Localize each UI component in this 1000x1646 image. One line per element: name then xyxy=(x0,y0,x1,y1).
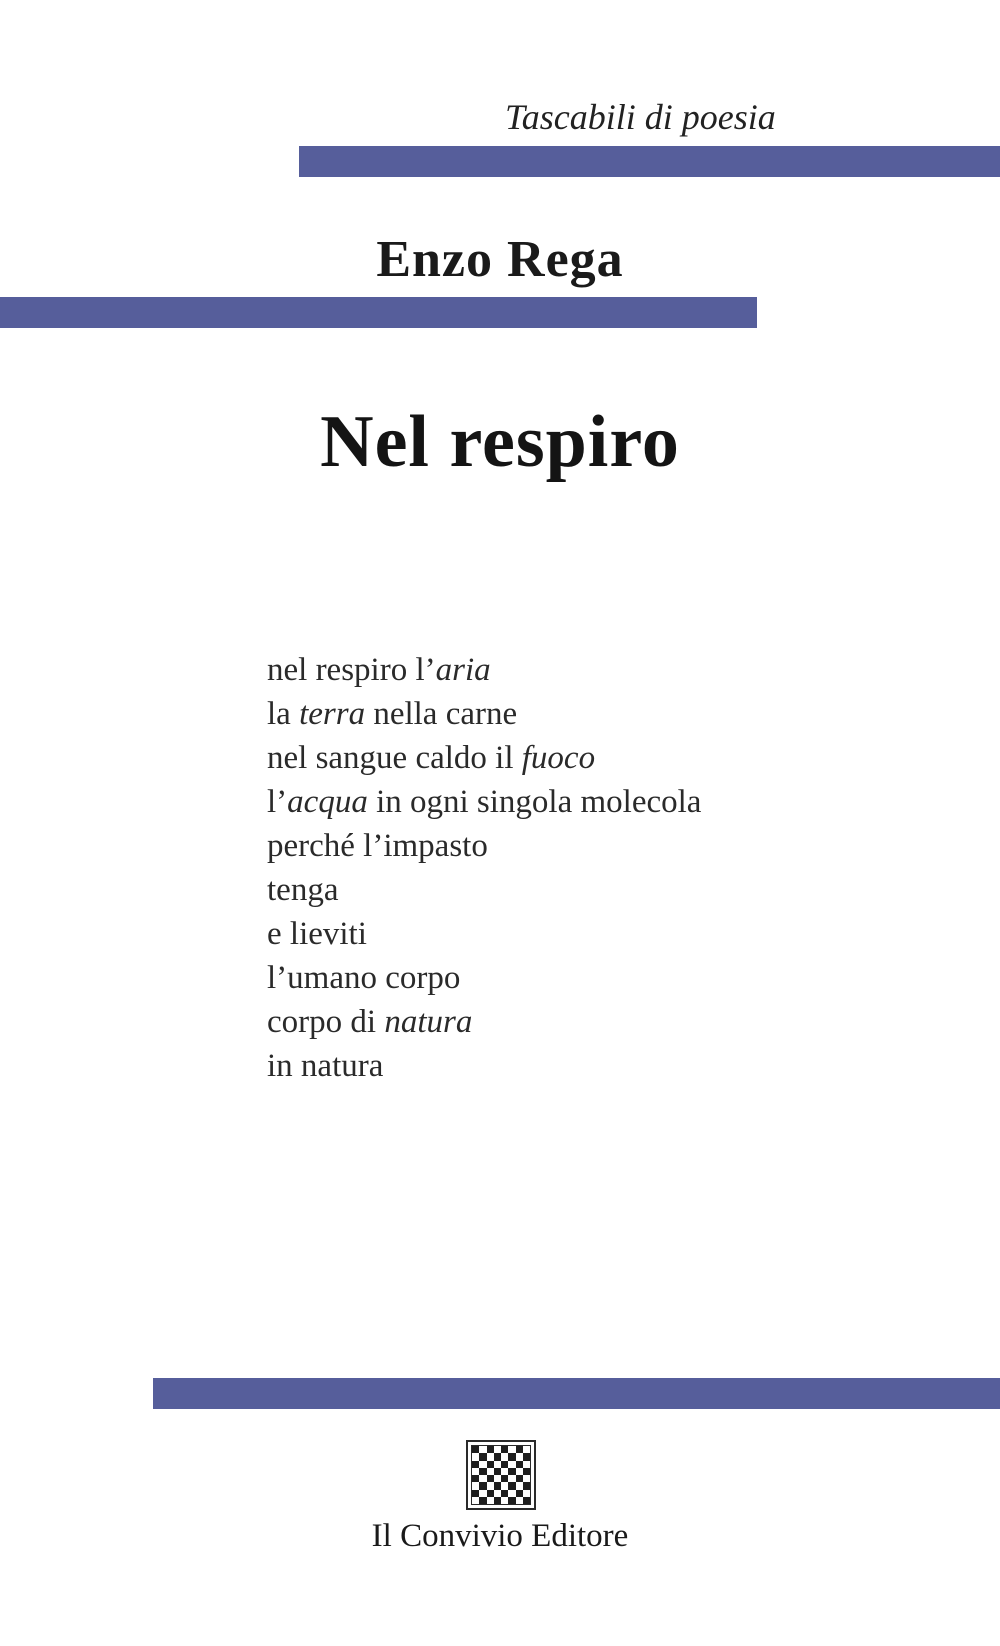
logo-cell xyxy=(479,1475,486,1482)
logo-cell xyxy=(472,1461,479,1468)
logo-cell xyxy=(472,1497,479,1504)
poem-text: e lieviti xyxy=(267,916,367,952)
poem-text: in natura xyxy=(267,1048,384,1084)
author-name: Enzo Rega xyxy=(376,231,624,288)
logo-cell xyxy=(508,1475,515,1482)
logo-cell xyxy=(487,1482,494,1489)
logo-cell xyxy=(508,1482,515,1489)
logo-cell xyxy=(523,1475,530,1482)
logo-cell xyxy=(501,1468,508,1475)
logo-cell xyxy=(523,1446,530,1453)
poem-italic-word: natura xyxy=(384,1004,473,1040)
logo-cell xyxy=(494,1453,501,1460)
logo-cell xyxy=(487,1453,494,1460)
logo-cell xyxy=(516,1475,523,1482)
logo-cell xyxy=(508,1461,515,1468)
logo-cell xyxy=(494,1497,501,1504)
logo-cell xyxy=(479,1453,486,1460)
logo-cell xyxy=(508,1490,515,1497)
logo-cell xyxy=(508,1468,515,1475)
logo-cell xyxy=(508,1453,515,1460)
logo-cell xyxy=(516,1461,523,1468)
logo-cell xyxy=(494,1490,501,1497)
poem-excerpt xyxy=(267,648,701,1088)
logo-cell xyxy=(523,1482,530,1489)
author-accent-bar xyxy=(0,297,757,328)
poem-line xyxy=(267,692,701,736)
logo-cell xyxy=(523,1461,530,1468)
logo-cell xyxy=(487,1446,494,1453)
logo-cell xyxy=(472,1453,479,1460)
poem-text: l’umano corpo xyxy=(267,960,461,996)
logo-cell xyxy=(523,1453,530,1460)
publisher-name: Il Convivio Editore xyxy=(371,1518,629,1554)
logo-cell xyxy=(516,1453,523,1460)
poem-line xyxy=(267,912,701,956)
poem-text: la xyxy=(267,696,300,732)
poem-line xyxy=(267,824,701,868)
poem-text: nella carne xyxy=(365,696,518,732)
poem-text: nel sangue caldo il xyxy=(267,740,522,776)
poem-text: nel respiro l’ xyxy=(267,652,436,688)
poem-text: l’ xyxy=(267,784,288,820)
logo-cell xyxy=(487,1497,494,1504)
logo-cell xyxy=(479,1497,486,1504)
logo-cell xyxy=(472,1482,479,1489)
poem-italic-word: fuoco xyxy=(521,740,596,776)
logo-cell xyxy=(479,1468,486,1475)
poem-text: perché l’impasto xyxy=(267,828,488,864)
logo-cell xyxy=(523,1490,530,1497)
logo-cell xyxy=(472,1475,479,1482)
book-title: Nel respiro xyxy=(320,401,680,483)
logo-cell xyxy=(516,1468,523,1475)
poem-line xyxy=(267,1044,701,1088)
logo-cell xyxy=(472,1468,479,1475)
logo-cell xyxy=(501,1453,508,1460)
logo-cell xyxy=(501,1446,508,1453)
logo-cell xyxy=(508,1497,515,1504)
poem-line xyxy=(267,868,701,912)
logo-cell xyxy=(479,1490,486,1497)
poem-line xyxy=(267,736,701,780)
poem-line xyxy=(267,1000,701,1044)
logo-cell xyxy=(516,1497,523,1504)
checkerboard-logo-icon xyxy=(466,1440,536,1510)
logo-cell xyxy=(516,1446,523,1453)
logo-cell xyxy=(501,1497,508,1504)
logo-cell xyxy=(516,1490,523,1497)
logo-cell xyxy=(479,1461,486,1468)
logo-cell xyxy=(487,1490,494,1497)
logo-cell xyxy=(494,1475,501,1482)
logo-cell xyxy=(479,1482,486,1489)
top-accent-bar xyxy=(299,146,1000,177)
logo-cell xyxy=(487,1461,494,1468)
logo-cell xyxy=(501,1475,508,1482)
logo-cell xyxy=(501,1482,508,1489)
poem-line xyxy=(267,648,701,692)
logo-cell xyxy=(494,1461,501,1468)
logo-cell xyxy=(523,1468,530,1475)
logo-cell xyxy=(501,1490,508,1497)
poem-italic-word: terra xyxy=(299,696,366,732)
logo-grid xyxy=(471,1445,531,1505)
poem-italic-word: acqua xyxy=(287,784,368,820)
bottom-accent-bar xyxy=(153,1378,1000,1409)
logo-cell xyxy=(523,1497,530,1504)
logo-cell xyxy=(472,1446,479,1453)
poem-italic-word: aria xyxy=(435,652,491,688)
logo-cell xyxy=(516,1482,523,1489)
poem-line xyxy=(267,780,701,824)
poem-text: in ogni singola molecola xyxy=(367,784,702,820)
logo-cell xyxy=(494,1468,501,1475)
logo-cell xyxy=(487,1468,494,1475)
logo-cell xyxy=(487,1475,494,1482)
series-name: Tascabili di poesia xyxy=(505,97,776,137)
logo-cell xyxy=(479,1446,486,1453)
poem-line xyxy=(267,956,701,1000)
logo-cell xyxy=(472,1490,479,1497)
poem-text: tenga xyxy=(267,872,339,908)
poem-text: corpo di xyxy=(267,1004,385,1040)
logo-cell xyxy=(508,1446,515,1453)
logo-cell xyxy=(494,1482,501,1489)
logo-cell xyxy=(494,1446,501,1453)
logo-cell xyxy=(501,1461,508,1468)
